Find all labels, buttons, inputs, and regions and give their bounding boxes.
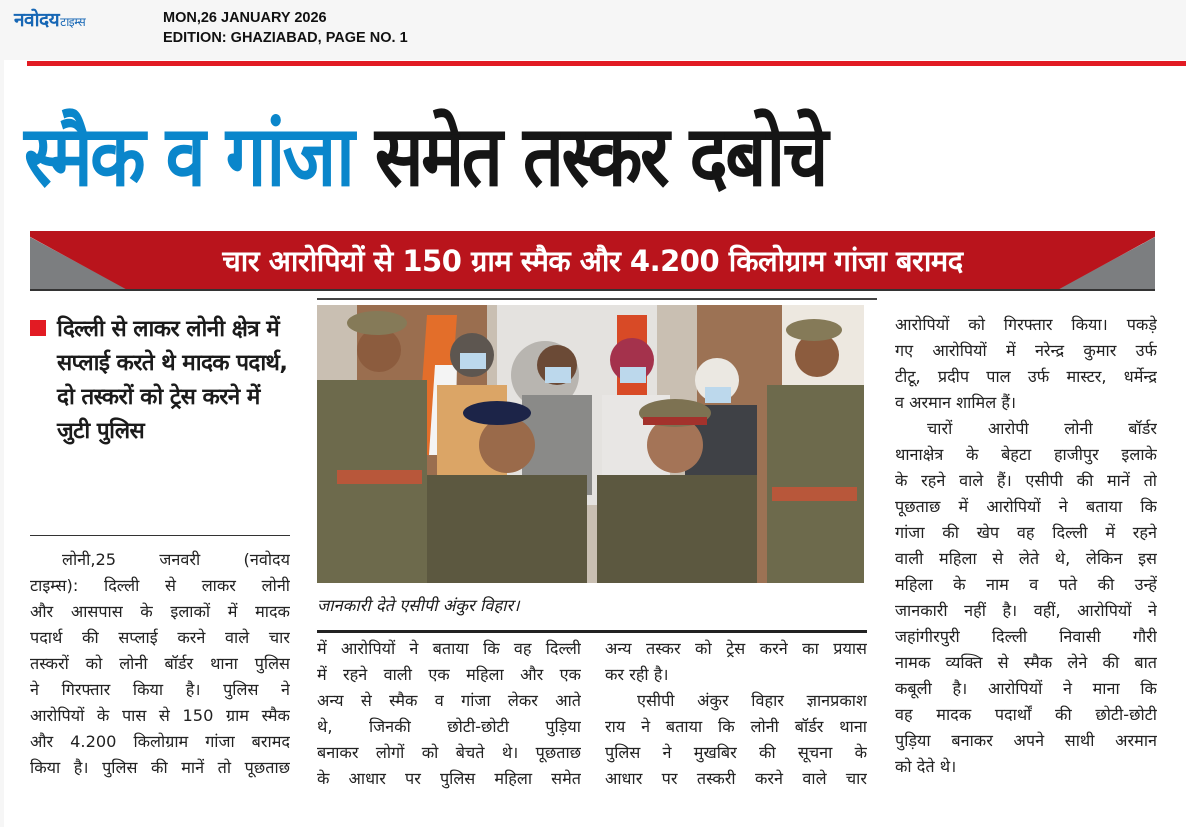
text-line: कर रही है। (605, 665, 669, 684)
edition-info (163, 8, 408, 48)
text-line: में रहने वाली एक महिला और एक (317, 665, 581, 684)
masthead (0, 0, 1186, 60)
article-column-4 (895, 312, 1157, 780)
text-line: नामक व्यक्ति से स्मैक लेने की बात (895, 653, 1157, 672)
text-line: लोनी,25 जनवरी (नवोदय (62, 550, 290, 569)
article-column-2 (317, 636, 581, 792)
newspaper-logo[interactable] (14, 8, 85, 34)
text-line: थे, जिनकी छोटी-छोटी पुड़िया (317, 717, 581, 736)
deck-banner (30, 231, 1155, 291)
edition-page: EDITION: GHAZIABAD, PAGE NO. 1 (163, 30, 408, 46)
text-line: व अरमान शामिल हैं। (895, 393, 1017, 412)
text-line: आधार पर तस्करी करने वाले चार (605, 769, 867, 788)
text-line: आरोपियों को गिरफ्तार किया। पकड़े (895, 315, 1157, 334)
news-photo[interactable] (317, 305, 864, 583)
headline-rest: समेत तस्कर दबोचे (374, 107, 826, 205)
text-line: जहांगीरपुरी दिल्ली निवासी गौरी (895, 627, 1157, 646)
divider (30, 535, 290, 536)
text-line: गांजा की खेप वह दिल्ली में रहने (895, 523, 1157, 542)
text-line: पुलिस ने मुखबिर की सूचना के (605, 743, 867, 762)
red-square-bullet-icon (30, 320, 46, 336)
photo-illustration (317, 305, 864, 583)
text-line: को देते थे। (895, 757, 957, 776)
brand-name: नवोदय (14, 9, 60, 31)
text-line: ने गिरफ्तार किया है। पुलिस ने (30, 680, 290, 699)
text-line: और आसपास के इलाकों में मादक (30, 602, 290, 621)
text-line: टाइम्स): दिल्ली से लाकर लोनी (30, 576, 290, 595)
article-column-1 (30, 547, 290, 781)
subheading-text: दिल्ली से लाकर लोनी क्षेत्र में सप्लाई करते थे मादक पदार्थ, दो तस्करों को ट्रेस करने में जुटी पुलिस (57, 316, 288, 444)
issue-date: MON,26 JANUARY 2026 (163, 10, 327, 26)
text-line: पूछताछ में आरोपियों ने बताया कि (895, 497, 1157, 516)
text-line: के आधार पर पुलिस महिला समेत (317, 769, 581, 788)
divider (317, 298, 877, 300)
text-line: में आरोपियों ने बताया कि वह दिल्ली (317, 639, 581, 658)
text-line: महिला के नाम व पते की उन्हें (895, 575, 1157, 594)
text-line: वह मादक पदार्थों की छोटी-छोटी (895, 705, 1157, 724)
text-line: कबूली है। आरोपियों ने माना कि (895, 679, 1157, 698)
text-line: एसीपी अंकुर विहार ज्ञानप्रकाश (637, 691, 867, 710)
top-red-rule (27, 61, 1186, 66)
banner-underline (30, 289, 1155, 291)
text-line: राय ने बताया कि लोनी बॉर्डर थाना (605, 717, 867, 736)
text-line: गए आरोपियों में नरेन्द्र कुमार उर्फ (895, 341, 1157, 360)
text-line: के रहने वाले हैं। एसीपी की मानें तो (895, 471, 1157, 490)
text-line: आरोपियों के पास से 150 ग्राम स्मैक (30, 706, 290, 725)
headline-highlight: स्मैक व गांजा (24, 107, 353, 205)
photo-caption: जानकारी देते एसीपी अंकुर विहार। (317, 596, 520, 615)
headline (24, 96, 1013, 216)
text-line: किया है। पुलिस की मानें तो पूछताछ (30, 758, 290, 777)
text-line: जानकारी नहीं है। वहीं, आरोपियों ने (895, 601, 1157, 620)
text-line: अन्य तस्कर को ट्रेस करने का प्रयास (605, 639, 867, 658)
text-line: और 4.200 किलोग्राम गांजा बरामद (30, 732, 290, 751)
text-line: थानाक्षेत्र के बेहटा हाजीपुर इलाके (895, 445, 1157, 464)
text-line: बनाकर लोगों को बेचते थे। पूछताछ (317, 743, 581, 762)
brand-sub: टाइम्स (60, 15, 86, 29)
text-line: वाली महिला से लेते थे, लेकिन इस (895, 549, 1157, 568)
article-column-3 (605, 636, 867, 792)
text-line: तस्करों को लोनी बॉर्डर थाना पुलिस (30, 654, 290, 673)
caption-divider (317, 630, 867, 633)
text-line: टीटू, प्रदीप पाल उर्फ मास्टर, धर्मेन्द्र (895, 367, 1157, 386)
text-line: चारों आरोपी लोनी बॉर्डर (927, 419, 1157, 438)
text-line: पदार्थ की सप्लाई करने वाले चार (30, 628, 290, 647)
banner-text: चार आरोपियों से 150 ग्राम स्मैक और 4.200 किलोग्राम गांजा बरामद (222, 244, 963, 278)
text-line: अन्य से स्मैक व गांजा लेकर आते (317, 691, 581, 710)
text-line: पुड़िया बनाकर अपने साथी अरमान (895, 731, 1157, 750)
